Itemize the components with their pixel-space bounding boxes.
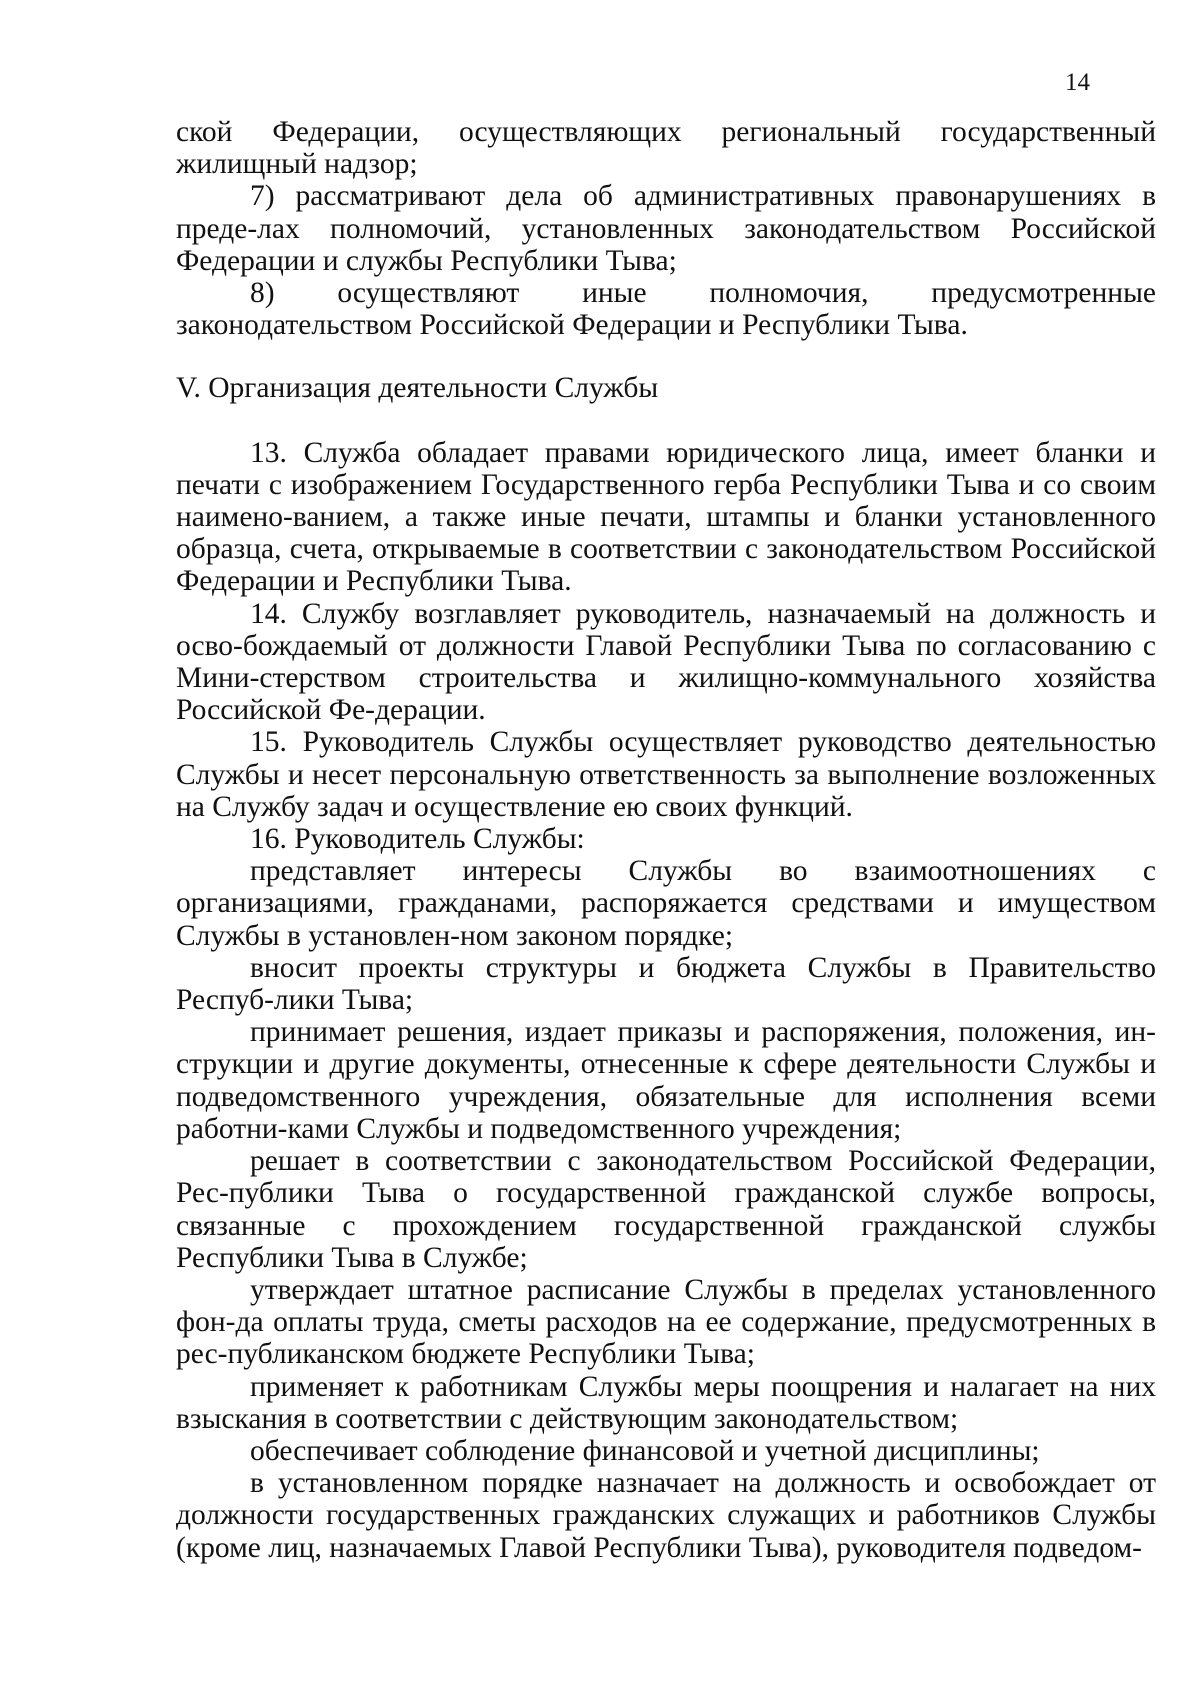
- document-body: [176, 116, 1156, 1564]
- paragraph-continuation: ской Федерации, осуществляющих региональный государственный жилищный надзор;: [176, 116, 1156, 181]
- paragraph-16-item-discipline: обеспечивает соблюдение финансовой и учетной дисциплины;: [250, 1434, 1040, 1467]
- paragraph-16-item-submits: вносит проекты структуры и бюджета Службы в Правительство Респуб-лики Тыва;: [176, 951, 1156, 1017]
- paragraph-15: 15. Руководитель Службы осуществляет руководство деятельностью Службы и несет персональную ответственность за выполнение возложенных на Службу задач и осуществление ею своих функций.: [176, 726, 1156, 823]
- paragraph-16-item-represents: представляет интересы Службы во взаимоотношениях с организациями, гражданами, распоряжается средствами и имуществом Службы в установлен-ном законом порядке;: [176, 855, 1156, 952]
- paragraph-16-item-staffing: утверждает штатное расписание Службы в пределах установленного фон-да оплаты труда, сметы расходов на ее содержание, предусмотренных в рес-публиканском бюджете Республики Тыва;: [176, 1273, 1156, 1371]
- paragraph-16-item-incentives: применяет к работникам Службы меры поощрения и налагает на них взыскания в соответствии с действующим законодательством;: [176, 1370, 1156, 1435]
- page-number: 14: [1065, 69, 1090, 96]
- section-heading: V. Организация деятельности Службы: [176, 372, 659, 405]
- paragraph-item-8: 8) осуществляют иные полномочия, предусмотренные законодательством Российской Федерации и Республики Тыва.: [176, 277, 1156, 342]
- paragraph-16-item-civil-service: решает в соответствии с законодательством Российской Федерации, Рес-публики Тыва о государственной гражданской службе вопросы, связанные с прохождением государственной гражданской службы Республики Тыва в Службе;: [176, 1145, 1156, 1274]
- paragraph-13: 13. Служба обладает правами юридического лица, имеет бланки и печати с изображением Государственного герба Республики Тыва и со своим наимено-ванием, а также иные печати, штампы и бланки установленного образца, счета, открываемые в соответствии с законодательством Российской Федерации и Республики Тыва.: [176, 436, 1156, 598]
- paragraph-14: 14. Службу возглавляет руководитель, назначаемый на должность и осво-бождаемый от должности Главой Республики Тыва по согласованию с Мини-стерством строительства и жилищно-коммунального хозяйства Российской Фе-дерации.: [176, 597, 1156, 727]
- paragraph-item-7: 7) рассматривают дела об административных правонарушениях в преде-лах полномочий, установленных законодательством Российской Федерации и службы Республики Тыва;: [176, 180, 1156, 277]
- paragraph-16-item-appoints: в установленном порядке назначает на должность и освобождает от должности государственных гражданских служащих и работников Службы (кроме лиц, назначаемых Главой Республики Тыва), руководителя подведом-: [176, 1467, 1156, 1564]
- paragraph-16-item-decisions: принимает решения, издает приказы и распоряжения, положения, ин-струкции и другие документы, отнесенные к сфере деятельности Службы и подведомственного учреждения, обязательные для исполнения всеми работни-ками Службы и подведомственного учреждения;: [176, 1016, 1156, 1145]
- paragraph-16: 16. Руководитель Службы:: [250, 823, 585, 856]
